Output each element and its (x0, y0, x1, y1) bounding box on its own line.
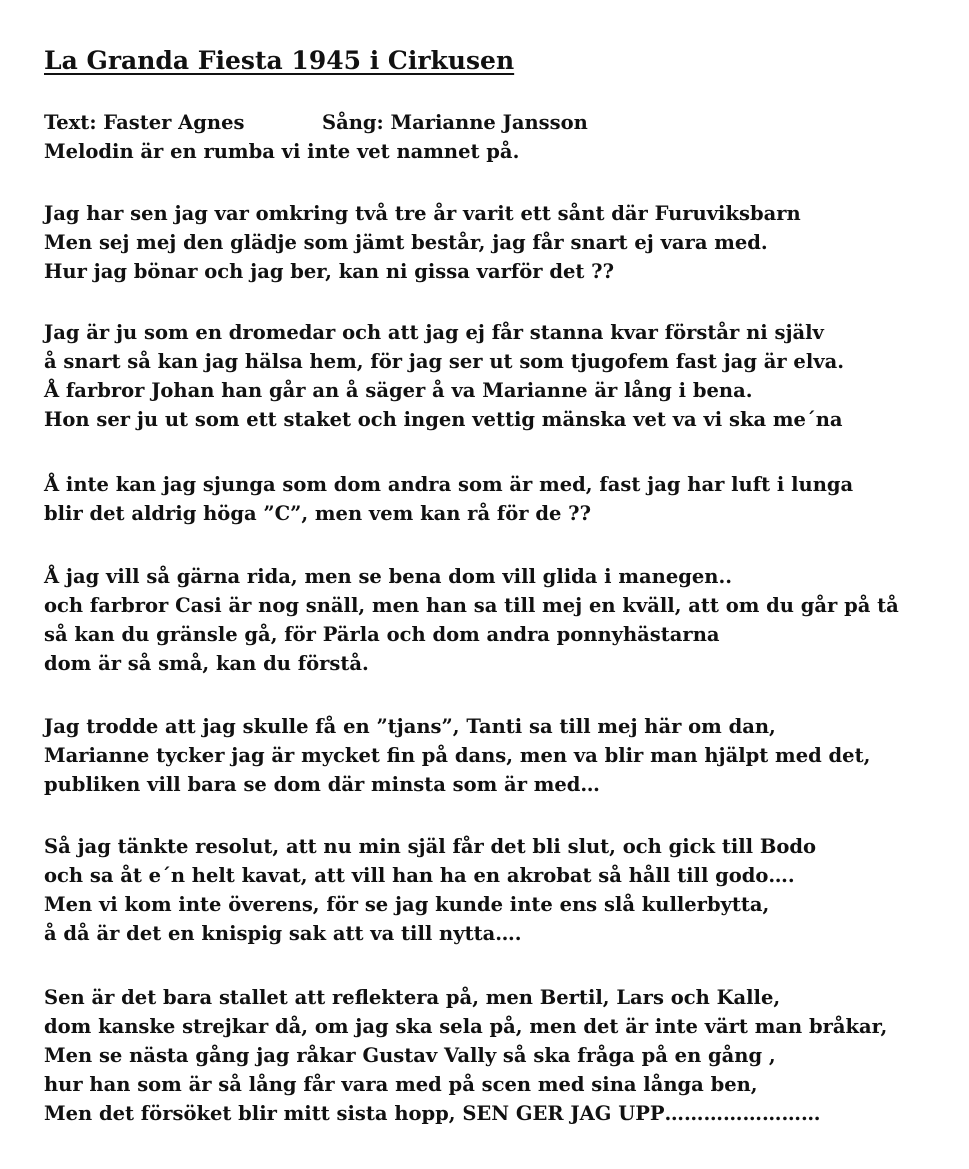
verse-line: Hon ser ju ut som ett staket och ingen vettig mänska vet va vi ska me´na (44, 408, 843, 431)
verse-line: Å farbror Johan han går an å säger å va Marianne är lång i bena. (44, 379, 753, 402)
verse-line: Men det försöket blir mitt sista hopp, SEN GER JAG UPP…………………… (44, 1102, 821, 1125)
singer-credit: Sång: Marianne Jansson (322, 111, 588, 134)
verse-3 (44, 470, 853, 528)
verse-line: Å jag vill så gärna rida, men se bena dom vill glida i manegen.. (44, 565, 733, 588)
verse-line: och sa åt e´n helt kavat, att vill han ha en akrobat så håll till godo…. (44, 864, 795, 887)
verse-line: Å inte kan jag sjunga som dom andra som är med, fast jag har luft i lunga (44, 473, 854, 496)
verse-line: dom kanske strejkar då, om jag ska sela på, men det är inte värt man bråkar, (44, 1015, 888, 1038)
verse-line: och farbror Casi är nog snäll, men han sa till mej en kväll, att om du går på tå (44, 594, 899, 617)
credits-line (44, 108, 588, 137)
melody-note: Melodin är en rumba vi inte vet namnet på. (44, 140, 520, 163)
verse-line: Hur jag bönar och jag ber, kan ni gissa varför det ?? (44, 260, 615, 283)
verse-line: blir det aldrig höga ”C”, men vem kan rå för de ?? (44, 502, 592, 525)
verse-line: publiken vill bara se dom där minsta som är med… (44, 773, 600, 796)
verse-line: Jag är ju som en dromedar och att jag ej får stanna kvar förstår ni själv (44, 321, 824, 344)
song-title: La Granda Fiesta 1945 i Cirkusen (44, 46, 515, 75)
verse-7 (44, 983, 887, 1128)
verse-4 (44, 562, 899, 678)
verse-line: å snart så kan jag hälsa hem, för jag ser ut som tjugofem fast jag är elva. (44, 350, 845, 373)
verse-line: Sen är det bara stallet att reflektera på, men Bertil, Lars och Kalle, (44, 986, 781, 1009)
credits-block (44, 108, 588, 166)
verse-line: Marianne tycker jag är mycket fin på dans, men va blir man hjälpt med det, (44, 744, 871, 767)
verse-line: Jag trodde att jag skulle få en ”tjans”, Tanti sa till mej här om dan, (44, 715, 776, 738)
verse-line: Men se nästa gång jag råkar Gustav Vally så ska fråga på en gång , (44, 1044, 776, 1067)
verse-line: så kan du gränsle gå, för Pärla och dom andra ponnyhästarna (44, 623, 720, 646)
verse-line: å då är det en knispig sak att va till nytta…. (44, 922, 522, 945)
verse-line: Så jag tänkte resolut, att nu min själ får det bli slut, och gick till Bodo (44, 835, 816, 858)
verse-line: Men sej mej den glädje som jämt består, jag får snart ej vara med. (44, 231, 768, 254)
verse-line: Men vi kom inte överens, för se jag kunde inte ens slå kullerbytta, (44, 893, 770, 916)
verse-2 (44, 318, 844, 434)
verse-5 (44, 712, 870, 799)
verse-6 (44, 832, 816, 948)
lyricist-credit: Text: Faster Agnes (44, 111, 245, 134)
verse-line: dom är så små, kan du förstå. (44, 652, 369, 675)
verse-line: hur han som är så lång får vara med på scen med sina långa ben, (44, 1073, 758, 1096)
verse-1 (44, 199, 801, 286)
verse-line: Jag har sen jag var omkring två tre år varit ett sånt där Furuviksbarn (44, 202, 801, 225)
